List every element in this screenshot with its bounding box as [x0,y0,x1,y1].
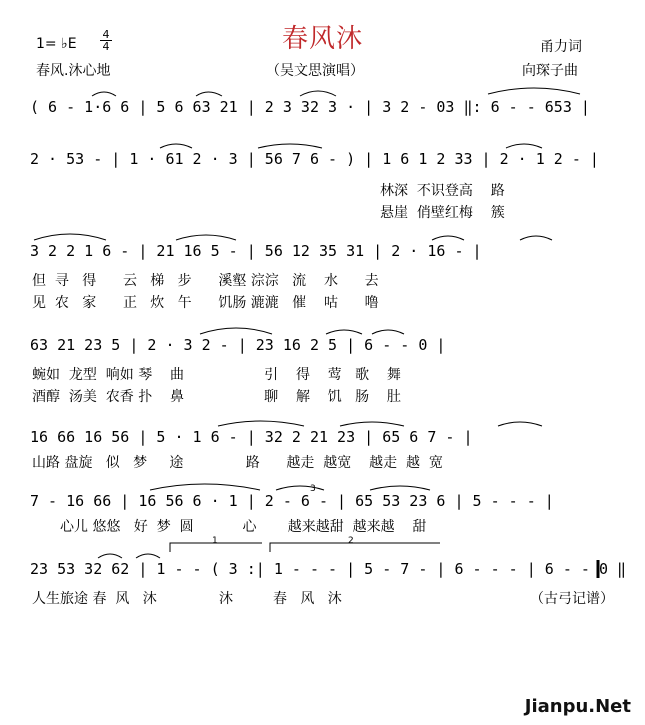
slur [34,234,106,240]
singer-credit: （吴文思演唱） [266,63,364,79]
lyric-row-3-verse-2: 见 农 家 正 炊 午 饥肠 漉漉 催 咕 噜 [32,295,379,311]
slur [506,144,542,148]
slur [136,554,160,558]
notation-row-2: 2 · 53 - | 1 · 61 2 · 3 | 56 7 6 - ) | 1 6 1 2 33 | 2 · 1 2 - | [30,150,599,168]
slur [432,236,464,240]
lyric-row-2-verse-2: 悬崖 俏壁红梅 簇 [380,205,505,221]
slur [326,330,362,334]
notation-row-3: 3 2 2 1 6 - | 21 16 5 - | 56 12 35 31 | 2 · 16 - | [30,242,482,260]
slur [520,236,552,240]
volta-second-label: 2 [348,536,354,546]
watermark: Jianpu.Net [524,696,631,717]
lyric-row-3-verse-1: 但 寻 得 云 梯 步 溪壑 淙淙 流 水 去 [32,273,379,289]
lyric-row-5: 山路 盘旋 似 梦 途 路 越走 越宽 越走 越 宽 [32,455,443,471]
transcriber-credit: （古弓记谱） [530,591,614,607]
slur [98,554,122,558]
notation-row-1: ( 6 - 1·6 6 | 5 6 63 21 | 2 3 32 3 · | 3 2 - 03 ‖: 6 - - 653 | [30,98,590,116]
slur [340,422,404,426]
time-signature-bottom: 4 [102,40,110,53]
lyric-row-2-verse-1: 林深 不识登高 路 [380,183,505,199]
composer-credit: 向琛子曲 [522,63,578,79]
lyric-row-4-verse-1: 蜿如 龙型 响如 琴 曲 引 得 莺 歌 舞 [32,367,401,383]
key-signature: 1= ♭E [36,36,77,52]
alternate-title: 春风.沐心地 [36,63,111,79]
slur [196,92,222,96]
time-signature-top: 4 [100,29,112,41]
notation-row-6: 7 - 16 66 | 16 56 6 · 1 | 2 - 6 - | 65 53 23 6 | 5 - - - | [30,492,554,510]
slur [276,486,324,490]
lyric-row-6: 心儿 悠悠 好 梦 圆 心 越来越甜 越来越 甜 [60,519,427,535]
volta-second-bracket [270,543,440,552]
slur [160,144,192,148]
lyricist-credit: 甬力词 [540,39,582,55]
lyric-row-4-verse-2: 酒醇 汤美 农香 扑 鼻 聊 解 饥 肠 肚 [32,389,401,405]
slur [372,330,404,334]
lyric-row-7: 人生旅途 春 风 沐 沐 春 风 沐 [32,591,342,607]
slur [300,91,336,96]
slur [488,88,580,94]
slur [200,328,272,334]
grace-note: 3 [310,484,316,494]
slur [258,144,322,148]
notation-row-5: 16 66 16 56 | 5 · 1 6 - | 32 2 21 23 | 65 6 7 - | [30,428,473,446]
notation-row-7: 23 53 32 62 | 1 - - ( 3 :| 1 - - - | 5 - 7 - | 6 - - - | 6 - - 0 ‖ [30,560,627,578]
slur [92,92,116,96]
slur [218,421,304,426]
song-title: 春风沐 [281,24,363,54]
slur [150,484,260,490]
slur [176,235,236,240]
volta-first-label: 1 [212,536,218,546]
slur [498,422,542,426]
slur [370,486,430,490]
notation-row-4: 63 21 23 5 | 2 · 3 2 - | 23 16 2 5 | 6 - - 0 | [30,336,446,354]
